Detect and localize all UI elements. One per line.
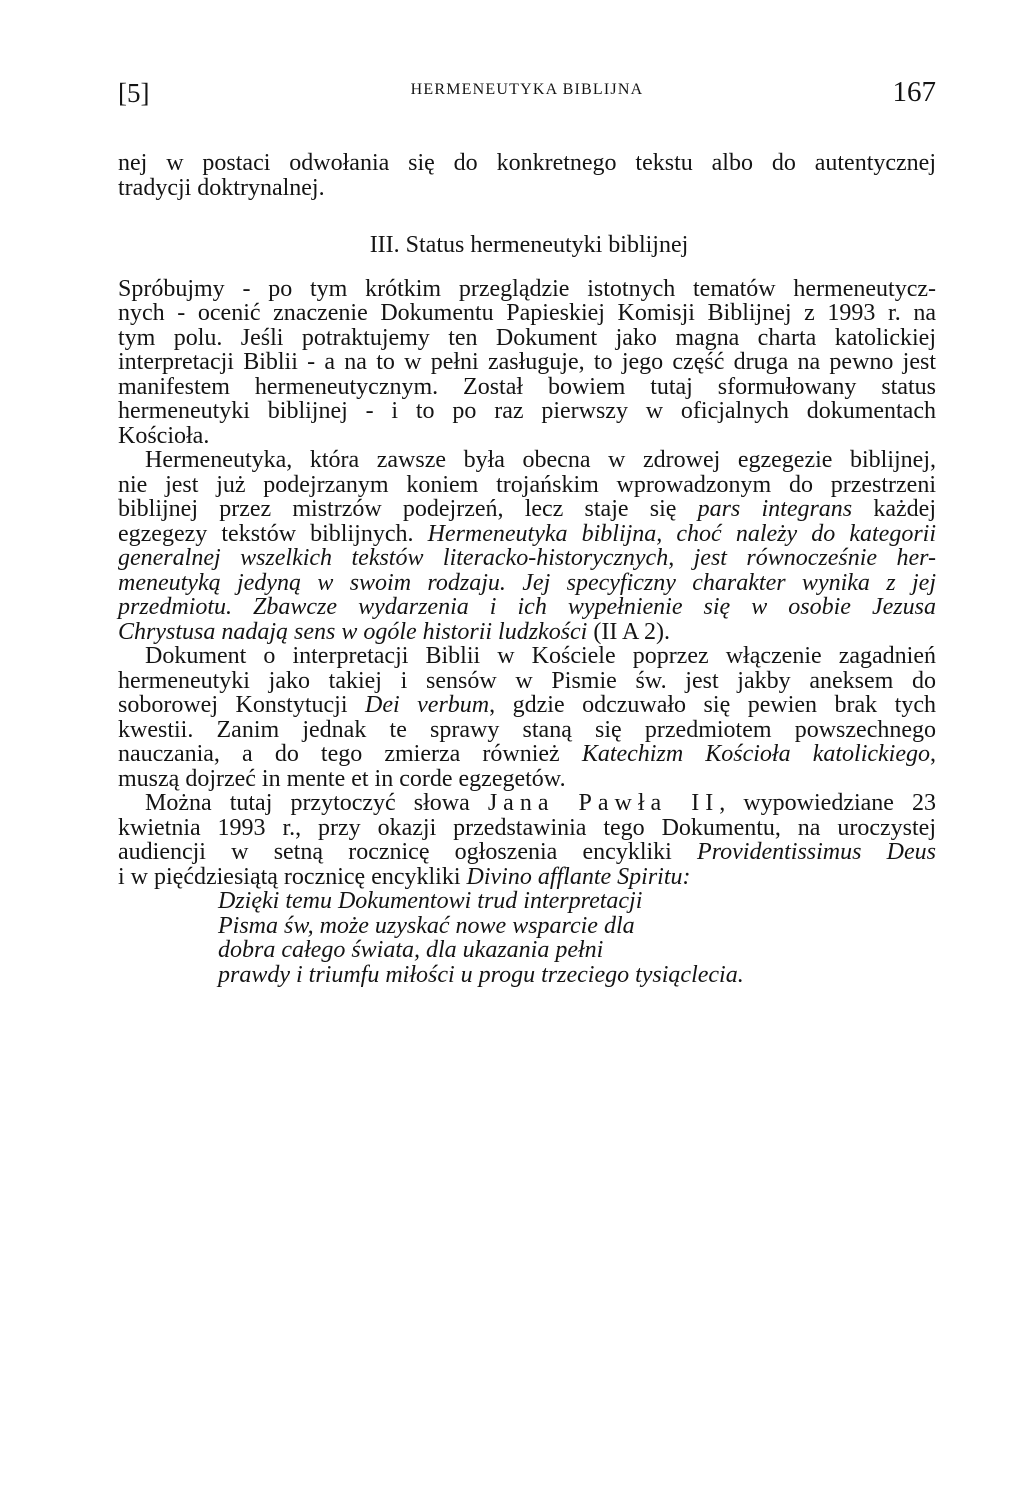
text-line: manifestem hermeneutycznym. Został bowiem tutaj sformułowany status — [118, 373, 936, 400]
quote-line: Pisma św, może uzyskać nowe wsparcie dla — [218, 912, 635, 939]
quote-line: dobra całego świata, dla ukazania pełni — [218, 937, 604, 963]
main-text — [118, 151, 936, 987]
text-line: i w pięćdziesiątą rocznicę encykliki Divino afflante Spiritu: — [118, 863, 691, 890]
quote-line: Dzięki temu Dokumentowi trud interpretacji — [218, 888, 643, 914]
text-line: Hermeneutyka, która zawsze była obecna w zdrowej egzegezie biblijnej, — [145, 447, 936, 473]
text-line: audiencji w setną rocznicę ogłoszenia encykliki Providentissimus Deus — [118, 839, 936, 865]
paragraph — [118, 277, 936, 449]
paragraph-continuation — [118, 151, 936, 200]
text-line: Kościoła. — [118, 422, 210, 449]
text-line: przedmiotu. Zbawcze wydarzenia i ich wypełnienie się w osobie Jezusa — [118, 594, 936, 620]
paragraph — [118, 644, 936, 791]
text-line: nauczania, a do tego zmierza również Katechizm Kościoła katolickiego, — [118, 741, 936, 767]
text-line: Można tutaj przytoczyć słowa Jana Pawła II, wypowiedziane 23 — [145, 790, 937, 816]
text-line: kwestii. Zanim jednak te sprawy staną się przedmiotem powszechnego — [118, 716, 936, 743]
text-line: muszą dojrzeć in mente et in corde egzegetów. — [118, 765, 566, 792]
section-heading: III. Status hermeneutyki biblijnej — [369, 232, 689, 258]
text-line: meneutyką jedyną w swoim rodzaju. Jej specyficzny charakter wynika z jej — [118, 569, 936, 596]
page-number: 167 — [892, 76, 936, 108]
text-line: interpretacji Biblii - a na to w pełni zasługuje, to jego część druga na pewno jest — [118, 349, 936, 375]
text-line: Dokument o interpretacji Biblii w Kościele poprzez włączenie zagadnień — [145, 643, 936, 669]
latin-term: pars integrans — [697, 496, 853, 522]
text-line: biblijnej przez mistrzów podejrzeń, lecz staje się pars integrans każdej — [118, 496, 936, 522]
text-line: soborowej Konstytucji Dei verbum, gdzie odczuwało się pewien brak tych — [118, 692, 936, 718]
text-line: tradycji doktrynalnej. — [118, 174, 325, 201]
text-line: nych - ocenić znaczenie Dokumentu Papieskiej Komisji Biblijnej z 1993 r. na — [118, 300, 936, 326]
paragraph — [118, 791, 936, 889]
encyclical-title: Providentissimus Deus — [697, 839, 936, 865]
encyclical-title: Divino afflante Spiritu: — [466, 863, 691, 890]
text-line: nie jest już podejrzanym koniem trojańskim wprowadzonym do przestrzeni — [118, 471, 936, 498]
block-quote — [118, 889, 936, 987]
running-title: HERMENEUTYKA BIBLIJNA — [410, 81, 644, 98]
page-header — [118, 70, 936, 110]
paragraph — [118, 448, 936, 644]
quote-line: prawdy i triumfu miłości u progu trzeciego tysiąclecia. — [218, 961, 744, 988]
section-number: [5] — [118, 78, 150, 108]
quoted-text: Hermeneutyka biblijna, choć należy do kategorii — [427, 520, 936, 547]
spaced-name: Jana Pawła II — [487, 790, 720, 816]
text-line: Spróbujmy - po tym krótkim przeglądzie istotnych tematów hermeneutycz- — [118, 275, 936, 302]
text-line: nej w postaci odwołania się do konkretnego tekstu albo do autentycznej — [118, 150, 936, 176]
text-line: egzegezy tekstów biblijnych. Hermeneutyka biblijna, choć należy do kategorii — [118, 520, 936, 547]
text-line: Chrystusa nadają sens w ogóle historii ludzkości (II A 2). — [118, 618, 671, 645]
text-line: generalnej wszelkich tekstów literacko-historycznych, jest równocześnie her- — [118, 545, 936, 571]
document-title: Katechizm Kościoła katolickiego — [581, 741, 930, 767]
text-line: kwietnia 1993 r., przy okazji przedstawinia tego Dokumentu, na uroczystej — [118, 814, 936, 841]
text-line: hermeneutyki jako takiej i sensów w Pismie św. jest jakby aneksem do — [118, 667, 936, 694]
document-title: Dei verbum — [364, 692, 490, 718]
text-line: hermeneutyki biblijnej - i to po raz pierwszy w oficjalnych dokumentach — [118, 398, 936, 424]
text-line: tym polu. Jeśli potraktujemy ten Dokument jako magna charta katolickiej — [118, 324, 936, 351]
